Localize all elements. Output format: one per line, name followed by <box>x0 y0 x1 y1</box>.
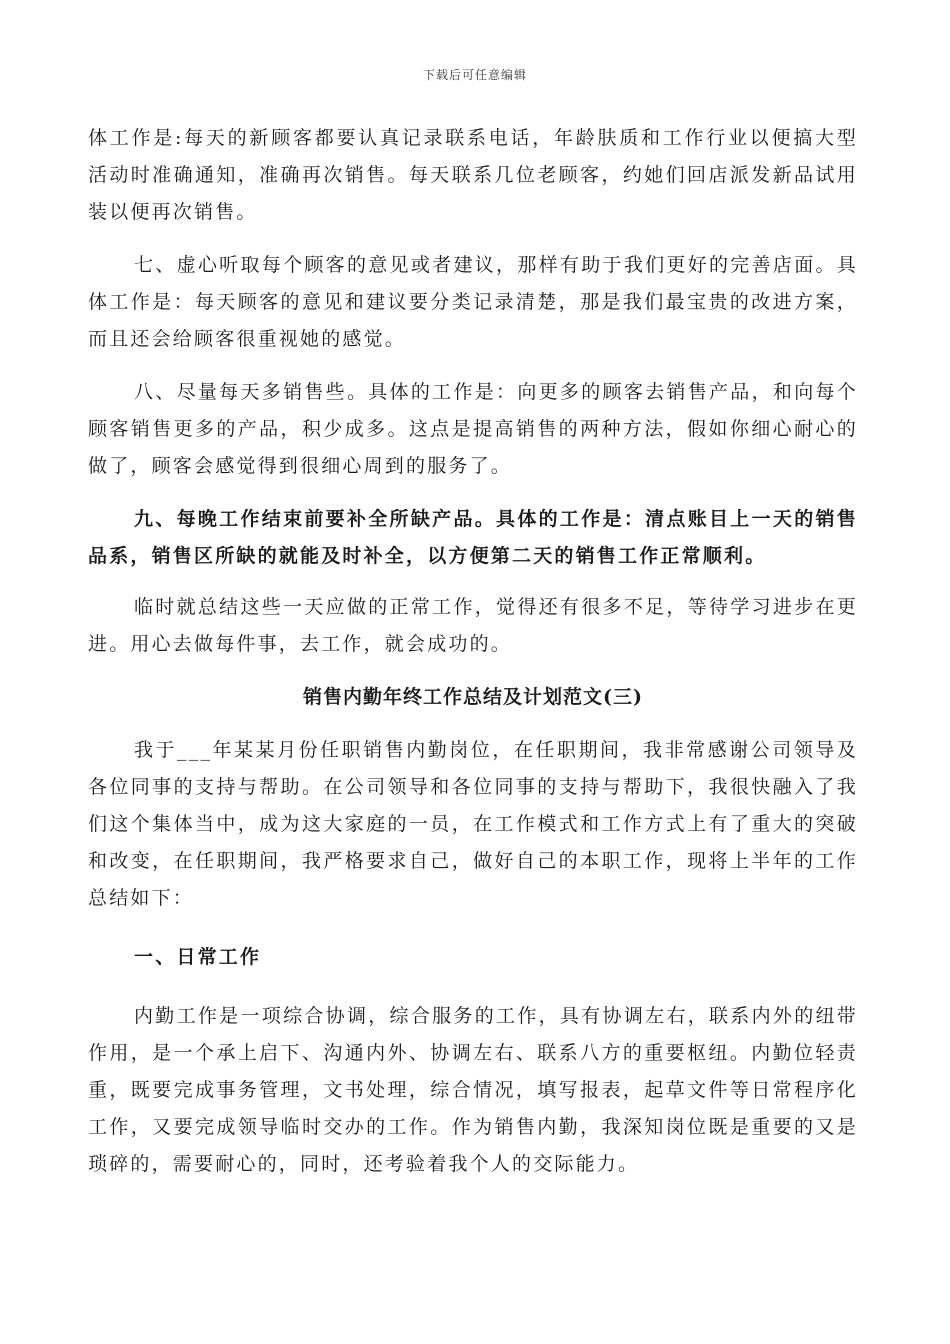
paragraph-intro: 我于___年某某月份任职销售内勤岗位，在任职期间，我非常感谢公司领导及各位同事的支持与帮助。在公司领导和各位同事的支持与帮助下，我很快融入了我们这个集体当中，成为这大家庭的一员，在工作模式和工作方式上有了重大的突破和改变，在任职期间，我严格要求自己，做好自己的本职工作，现将上半年的工作总结如下： <box>88 739 858 909</box>
paragraph-continuation: 体工作是:每天的新顾客都要认真记录联系电话，年龄肤质和工作行业以便搞大型活动时准确通知，准确再次销售。每天联系几位老顾客，约她们回店派发新品试用装以便再次销售。 <box>88 127 858 223</box>
page-header: 下载后可任意编辑 <box>422 68 527 82</box>
section-title: 销售内勤年终工作总结及计划范文(三) <box>303 686 643 708</box>
paragraph-item-7: 七、虚心听取每个顾客的意见或者建议，那样有助于我们更好的完善店面。具体工作是：每天顾客的意见和建议要分类记录清楚，那是我们最宝贵的改进方案，而且还会给顾客很重视她的感觉。 <box>88 254 858 350</box>
paragraph-closing: 临时就总结这些一天应做的正常工作，觉得还有很多不足，等待学习进步在更进。用心去做每件事，去工作，就会成功的。 <box>88 596 858 655</box>
paragraph-item-8: 八、尽量每天多销售些。具体的工作是：向更多的顾客去销售产品，和向每个顾客销售更多的产品，积少成多。这点是提高销售的两种方法，假如你细心耐心的做了，顾客会感觉得到很细心周到的服务了。 <box>88 381 858 477</box>
paragraph-item-9: 九、每晚工作结束前要补全所缺产品。具体的工作是：清点账目上一天的销售品系，销售区所缺的就能及时补全，以方便第二天的销售工作正常顺利。 <box>88 508 858 567</box>
paragraph-daily-work: 内勤工作是一项综合协调，综合服务的工作，具有协调左右，联系内外的纽带作用，是一个承上启下、沟通内外、协调左右、联系八方的重要枢纽。内勤位轻责重，既要完成事务管理，文书处理，综合情况，填写报表，起草文件等日常程序化工作，又要完成领导临时交办的工作。作为销售内勤，我深知岗位既是重要的又是琐碎的，需要耐心的，同时，还考验着我个人的交际能力。 <box>88 1005 858 1175</box>
subsection-heading: 一、日常工作 <box>134 946 262 968</box>
document-body <box>88 120 858 1183</box>
